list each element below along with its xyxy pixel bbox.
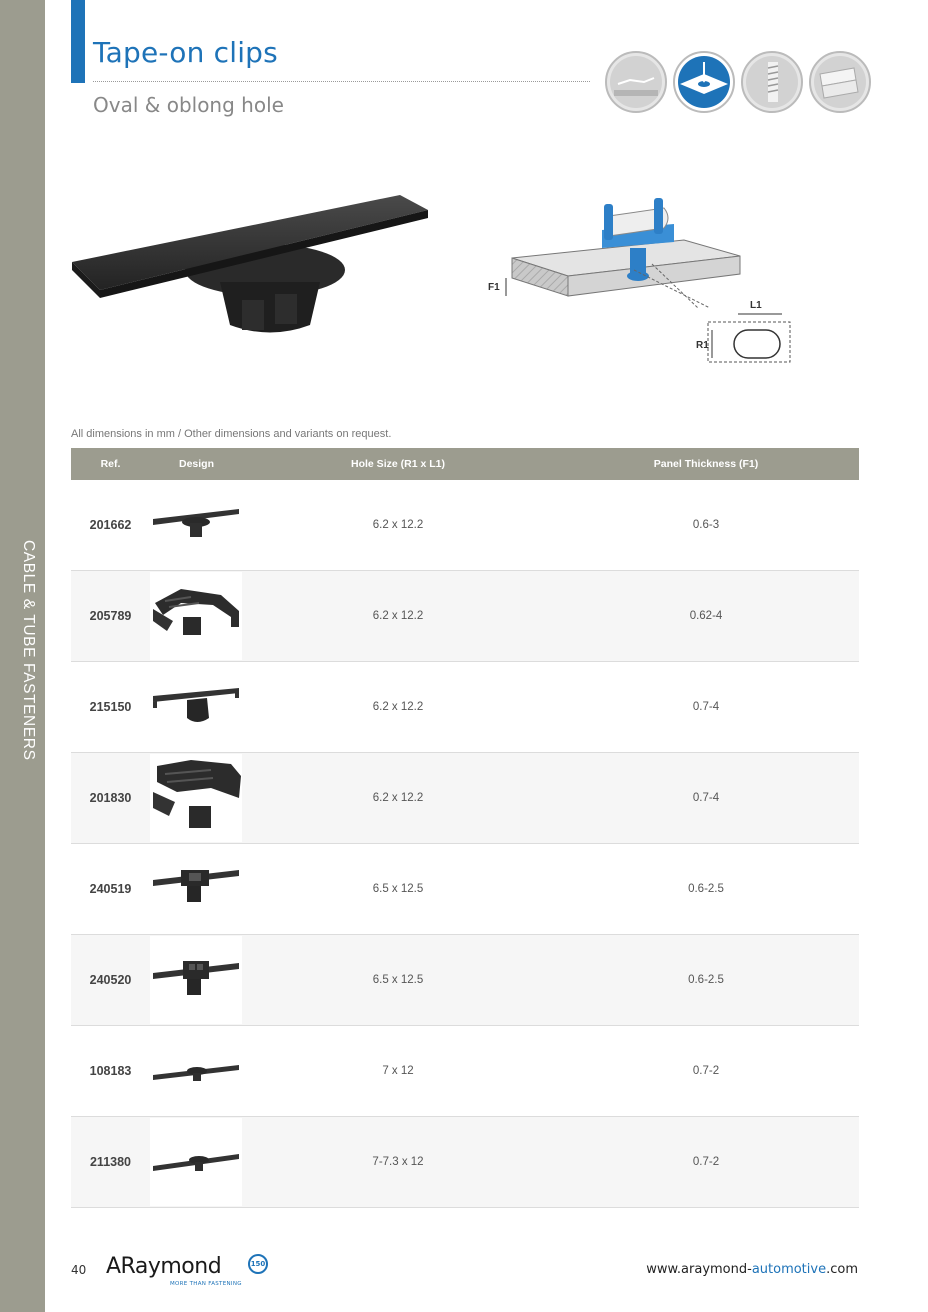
hole-size-cell: 7-7.3 x 12 (243, 1117, 553, 1208)
design-cell (150, 753, 243, 844)
page-title: Tape-on clips (93, 36, 278, 69)
clip-image (151, 758, 241, 838)
thickness-cell: 0.6-3 (553, 480, 859, 571)
design-cell (150, 662, 243, 753)
ref-cell: 108183 (71, 1026, 150, 1117)
hole-size-cell: 6.2 x 12.2 (243, 571, 553, 662)
ref-cell: 201830 (71, 753, 150, 844)
ref-cell: 205789 (71, 571, 150, 662)
title-accent-bar (71, 0, 85, 83)
clip-image (151, 581, 241, 651)
surface-icon (604, 50, 668, 114)
website-highlight: automotive (751, 1262, 827, 1277)
website-link[interactable] (646, 1262, 858, 1277)
thickness-cell: 0.6-2.5 (553, 844, 859, 935)
diagram-label-f: F1 (488, 282, 500, 293)
design-cell (150, 480, 243, 571)
thickness-cell: 0.7-4 (553, 753, 859, 844)
araymond-logo: ARaymond (106, 1254, 222, 1279)
design-cell (150, 571, 243, 662)
hole-size-cell: 6.2 x 12.2 (243, 662, 553, 753)
thickness-cell: 0.7-4 (553, 662, 859, 753)
ref-cell: 240520 (71, 935, 150, 1026)
table-header-row (71, 448, 859, 480)
website-prefix: www.araymond- (646, 1262, 752, 1277)
ref-cell: 240519 (71, 844, 150, 935)
table-row (71, 662, 859, 753)
title-divider (93, 81, 590, 82)
clip-image (151, 955, 241, 1005)
header-ref: Ref. (71, 448, 150, 480)
design-cell (150, 1117, 243, 1208)
product-photo (70, 190, 440, 350)
thickness-cell: 0.7-2 (553, 1117, 859, 1208)
product-table (71, 448, 859, 1208)
ref-cell: 215150 (71, 662, 150, 753)
clip-image (151, 682, 241, 732)
table-row (71, 480, 859, 571)
design-cell (150, 935, 243, 1026)
table-row (71, 935, 859, 1026)
clip-image (151, 1142, 241, 1182)
clip-image (151, 864, 241, 914)
design-cell (150, 1026, 243, 1117)
installation-diagram (484, 190, 804, 370)
design-cell (150, 844, 243, 935)
tube-icon (808, 50, 872, 114)
table-row (71, 571, 859, 662)
header-panel-thickness: Panel Thickness (F1) (553, 448, 859, 480)
ref-cell: 201662 (71, 480, 150, 571)
website-suffix: .com (826, 1262, 858, 1277)
hole-size-cell: 7 x 12 (243, 1026, 553, 1117)
diagram-label-l: L1 (750, 300, 762, 311)
hole-size-cell: 6.2 x 12.2 (243, 753, 553, 844)
thickness-cell: 0.7-2 (553, 1026, 859, 1117)
stud-icon (740, 50, 804, 114)
header-hole-size: Hole Size (R1 x L1) (243, 448, 553, 480)
hole-size-cell: 6.5 x 12.5 (243, 935, 553, 1026)
table-row (71, 753, 859, 844)
thickness-cell: 0.6-2.5 (553, 935, 859, 1026)
clip-image (151, 1051, 241, 1091)
hole-size-cell: 6.2 x 12.2 (243, 480, 553, 571)
sidebar (0, 0, 45, 1312)
table-row (71, 1117, 859, 1208)
category-icons (604, 50, 872, 116)
diagram-label-r: R1 (696, 340, 709, 351)
panel-hole-icon (672, 50, 736, 114)
header-design: Design (150, 448, 243, 480)
table-row (71, 1026, 859, 1117)
logo-tagline: MORE THAN FASTENING (170, 1281, 242, 1287)
sidebar-label: CABLE & TUBE FASTENERS (20, 540, 37, 761)
dimensions-note: All dimensions in mm / Other dimensions and variants on request. (71, 428, 392, 440)
hole-size-cell: 6.5 x 12.5 (243, 844, 553, 935)
thickness-cell: 0.62-4 (553, 571, 859, 662)
ref-cell: 211380 (71, 1117, 150, 1208)
anniversary-badge: 150 (248, 1254, 268, 1274)
page-number: 40 (71, 1263, 87, 1277)
clip-image (151, 505, 241, 545)
page-subtitle: Oval & oblong hole (93, 93, 284, 117)
table-row (71, 844, 859, 935)
